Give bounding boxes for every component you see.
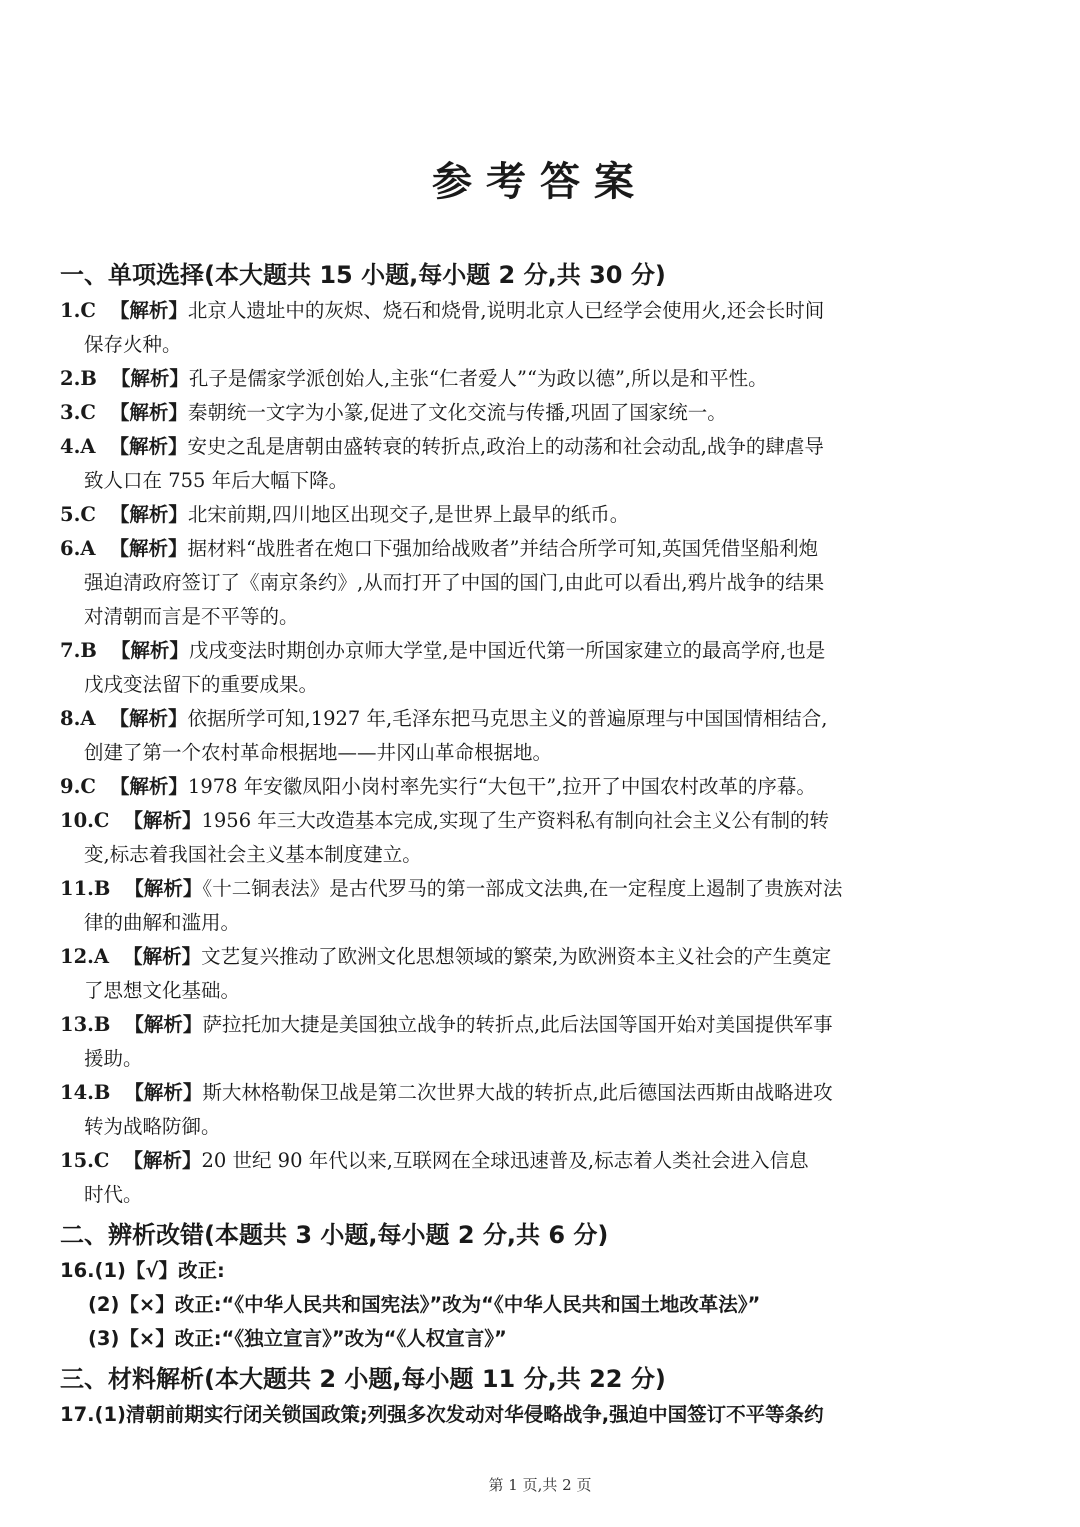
answer-continuation: 戊戌变法留下的重要成果。 — [84, 673, 319, 696]
answer-first-line — [60, 498, 1022, 532]
answer-item — [60, 1008, 1022, 1076]
answer-item — [60, 1144, 1022, 1212]
answer-first-line — [60, 940, 1022, 974]
answer-number: 6.A — [60, 537, 96, 560]
analysis-tag: 【解析】 — [109, 707, 188, 730]
q17-line-1: 17.(1)清朝前期实行闭关锁国政策;列强多次发动对华侵略战争,强迫中国签订不平等条约 — [60, 1403, 824, 1426]
answer-continuation: 转为战略防御。 — [84, 1115, 221, 1138]
analysis-tag: 【解析】 — [109, 537, 188, 560]
answer-text: 安史之乱是唐朝由盛转衰的转折点,政治上的动荡和社会动乱,战争的肆虐导 — [187, 435, 824, 458]
answer-text: 北京人遗址中的灰烬、烧石和烧骨,说明北京人已经学会使用火,还会长时间 — [187, 299, 825, 322]
page-title: 参考答案 — [432, 159, 648, 205]
answer-first-line — [60, 532, 1022, 566]
answer-text: 1956 年三大改造基本完成,实现了生产资料私有制向社会主义公有制的转 — [201, 809, 829, 832]
answer-item — [60, 396, 1022, 430]
answer-number: 5.C — [60, 503, 96, 526]
analysis-tag: 【解析】 — [123, 809, 202, 832]
answer-number: 13.B — [60, 1013, 111, 1036]
answer-continuation: 致人口在 755 年后大幅下降。 — [84, 469, 349, 492]
answer-number: 12.A — [60, 945, 110, 968]
answer-item — [60, 940, 1022, 1008]
analysis-tag: 【解析】 — [109, 435, 188, 458]
answer-item — [60, 294, 1022, 362]
q16-line-1: 16.(1)【√】改正: — [60, 1259, 225, 1282]
answer-number: 10.C — [60, 809, 110, 832]
answer-item — [60, 702, 1022, 770]
answer-number: 11.B — [60, 877, 111, 900]
answer-first-line — [60, 804, 1022, 838]
answer-first-line — [60, 294, 1022, 328]
analysis-tag: 【解析】 — [109, 401, 188, 424]
answer-text: 1978 年安徽凤阳小岗村率先实行“大包干”,拉开了中国农村改革的序幕。 — [187, 775, 816, 798]
answer-number: 3.C — [60, 401, 96, 424]
answer-number: 15.C — [60, 1149, 110, 1172]
answer-first-line — [60, 770, 1022, 804]
answer-first-line — [60, 362, 1022, 396]
section-heading-2: 二、辨析改错(本题共 3 小题,每小题 2 分,共 6 分) — [60, 1221, 609, 1249]
answer-text: 秦朝统一文字为小篆,促进了文化交流与传播,巩固了国家统一。 — [187, 401, 727, 424]
analysis-tag: 【解析】 — [110, 639, 189, 662]
answer-text: 20 世纪 90 年代以来,互联网在全球迅速普及,标志着人类社会进入信息 — [201, 1149, 809, 1172]
answer-number: 7.B — [60, 639, 97, 662]
answer-text: 据材料“战胜者在炮口下强加给战败者”并结合所学可知,英国凭借坚船利炮 — [187, 537, 819, 560]
analysis-tag: 【解析】 — [109, 299, 188, 322]
answer-text: 斯大林格勒保卫战是第二次世界大战的转折点,此后德国法西斯由战略进攻 — [202, 1081, 833, 1104]
answer-number: 14.B — [60, 1081, 111, 1104]
answer-item — [60, 634, 1022, 702]
answer-text: 依据所学可知,1927 年,毛泽东把马克思主义的普遍原理与中国国情相结合, — [187, 707, 828, 730]
answer-item — [60, 872, 1022, 940]
answer-first-line — [60, 702, 1022, 736]
answer-item — [60, 770, 1022, 804]
q16-line-2: (2)【×】改正:“《中华人民共和国宪法》”改为“《中华人民共和国土地改革法》” — [88, 1293, 761, 1316]
answer-first-line — [60, 1144, 1022, 1178]
answer-continuation: 对清朝而言是不平等的。 — [84, 605, 299, 628]
answer-first-line — [60, 1076, 1022, 1110]
answer-item — [60, 498, 1022, 532]
answer-text: 戊戌变法时期创办京师大学堂,是中国近代第一所国家建立的最高学府,也是 — [188, 639, 826, 662]
answer-first-line — [60, 430, 1022, 464]
answer-number: 2.B — [60, 367, 97, 390]
answer-text: 北宋前期,四川地区出现交子,是世界上最早的纸币。 — [187, 503, 630, 526]
analysis-tag: 【解析】 — [123, 945, 202, 968]
answer-text: 《十二铜表法》是古代罗马的第一部成文法典,在一定程度上遏制了贵族对法 — [202, 877, 843, 900]
analysis-tag: 【解析】 — [124, 1081, 203, 1104]
answer-continuation: 变,标志着我国社会主义基本制度建立。 — [84, 843, 422, 866]
answer-continuation: 保存火种。 — [84, 333, 182, 356]
answer-item — [60, 532, 1022, 634]
answer-first-line — [60, 872, 1022, 906]
q16-line-3: (3)【×】改正:“《独立宣言》”改为“《人权宣言》” — [88, 1327, 507, 1350]
question-list — [60, 294, 1022, 1212]
answer-first-line — [60, 634, 1022, 668]
answer-item — [60, 430, 1022, 498]
answer-number: 9.C — [60, 775, 96, 798]
analysis-tag: 【解析】 — [123, 1149, 202, 1172]
answer-text: 萨拉托加大捷是美国独立战争的转折点,此后法国等国开始对美国提供军事 — [202, 1013, 833, 1036]
page-footer: 第 1 页,共 2 页 — [488, 1476, 592, 1494]
answer-item — [60, 362, 1022, 396]
answer-continuation: 了思想文化基础。 — [84, 979, 241, 1002]
answer-continuation: 援助。 — [84, 1047, 143, 1070]
answer-continuation: 律的曲解和滥用。 — [84, 911, 241, 934]
analysis-tag: 【解析】 — [109, 775, 188, 798]
answer-number: 4.A — [60, 435, 96, 458]
answer-first-line — [60, 396, 1022, 430]
answer-text: 文艺复兴推动了欧洲文化思想领域的繁荣,为欧洲资本主义社会的产生奠定 — [201, 945, 832, 968]
section-heading-1: 一、单项选择(本大题共 15 小题,每小题 2 分,共 30 分) — [60, 261, 666, 289]
answer-continuation: 创建了第一个农村革命根据地——井冈山革命根据地。 — [84, 741, 553, 764]
answer-content — [60, 252, 1022, 1432]
section-heading-3: 三、材料解析(本大题共 2 小题,每小题 11 分,共 22 分) — [60, 1365, 666, 1393]
answer-text: 孔子是儒家学派创始人,主张“仁者爱人”“为政以德”,所以是和平性。 — [188, 367, 768, 390]
answer-continuation: 时代。 — [84, 1183, 143, 1206]
answer-first-line — [60, 1008, 1022, 1042]
answer-continuation: 强迫清政府签订了《南京条约》,从而打开了中国的国门,由此可以看出,鸦片战争的结果 — [84, 571, 825, 594]
analysis-tag: 【解析】 — [124, 877, 203, 900]
answer-item — [60, 1076, 1022, 1144]
answer-item — [60, 804, 1022, 872]
analysis-tag: 【解析】 — [109, 503, 188, 526]
answer-number: 1.C — [60, 299, 96, 322]
answer-number: 8.A — [60, 707, 96, 730]
analysis-tag: 【解析】 — [110, 367, 189, 390]
analysis-tag: 【解析】 — [124, 1013, 203, 1036]
